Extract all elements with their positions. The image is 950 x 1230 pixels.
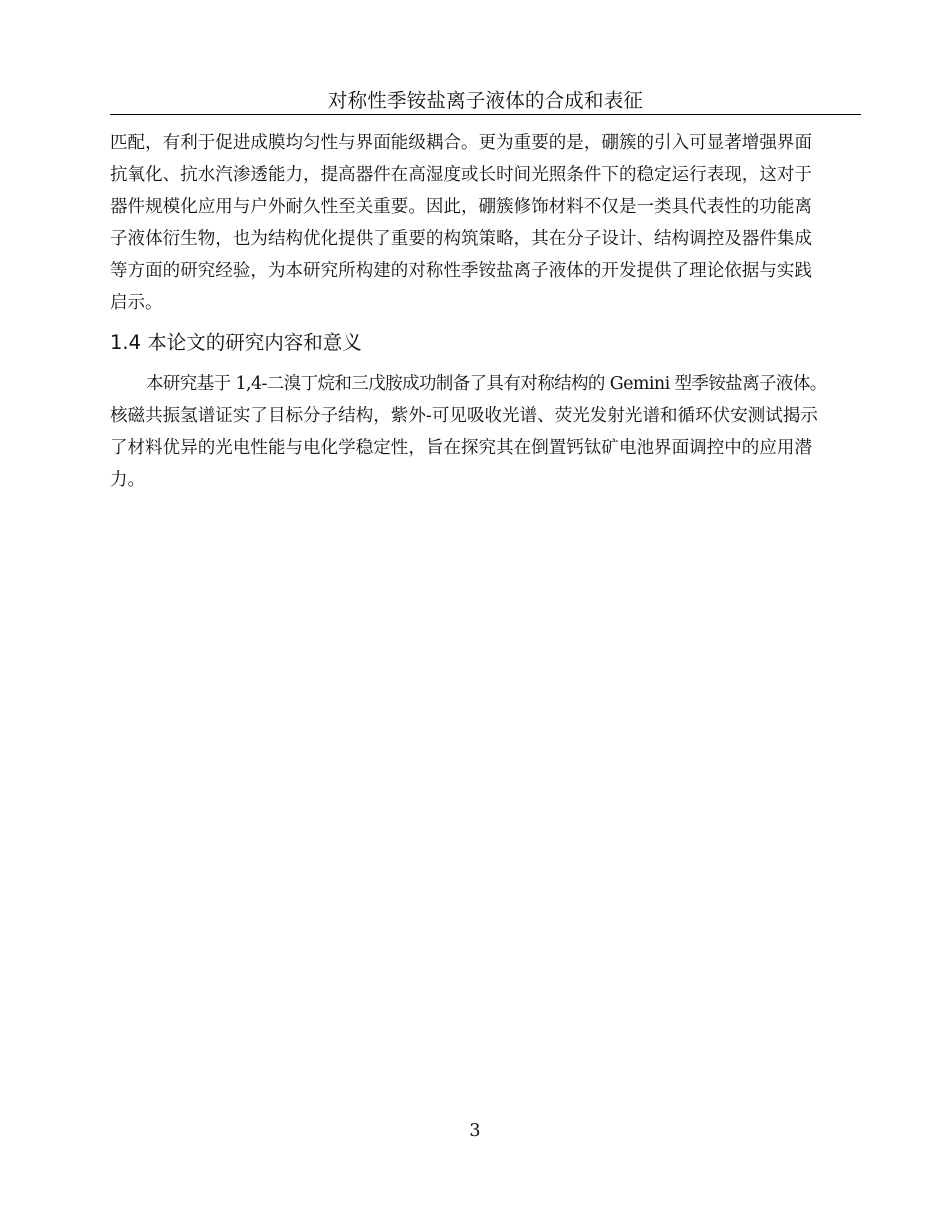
paragraph-line: 了材料优异的光电性能与电化学稳定性，旨在探究其在倒置钙钛矿电池界面调控中的应用潜	[110, 438, 812, 458]
running-header-title: 对称性季铵盐离子液体的合成和表征	[327, 89, 644, 112]
paragraph-line: 核磁共振氢谱证实了目标分子结构，紫外-可见吸收光谱、荧光发射光谱和循环伏安测试揭示	[110, 406, 818, 426]
paragraph-line: 抗氧化、抗水汽渗透能力，提高器件在高湿度或长时间光照条件下的稳定运行表现，这对于	[110, 165, 812, 185]
paragraph-continuation	[110, 127, 861, 319]
paragraph-research-content	[110, 368, 861, 496]
paragraph-line: 启示。	[110, 293, 163, 313]
paragraph-line: 力。	[110, 470, 145, 490]
section-heading: 1.4 本论文的研究内容和意义	[110, 331, 362, 354]
paragraph-line: 匹配，有利于促进成膜均匀性与界面能级耦合。更为重要的是，硼簇的引入可显著增强界面	[110, 133, 812, 153]
paragraph-line: 子液体衍生物，也为结构优化提供了重要的构筑策略，其在分子设计、结构调控及器件集成	[110, 229, 812, 249]
paragraph-line: 器件规模化应用与户外耐久性至关重要。因此，硼簇修饰材料不仅是一类具代表性的功能离	[110, 197, 812, 217]
paragraph-line: 等方面的研究经验，为本研究所构建的对称性季铵盐离子液体的开发提供了理论依据与实践	[110, 261, 812, 281]
page-number: 3	[469, 1121, 481, 1141]
paragraph-line: 本研究基于 1,4-二溴丁烷和三戊胺成功制备了具有对称结构的 Gemini 型季铵盐离子液体。	[146, 374, 827, 394]
running-header	[110, 88, 861, 115]
